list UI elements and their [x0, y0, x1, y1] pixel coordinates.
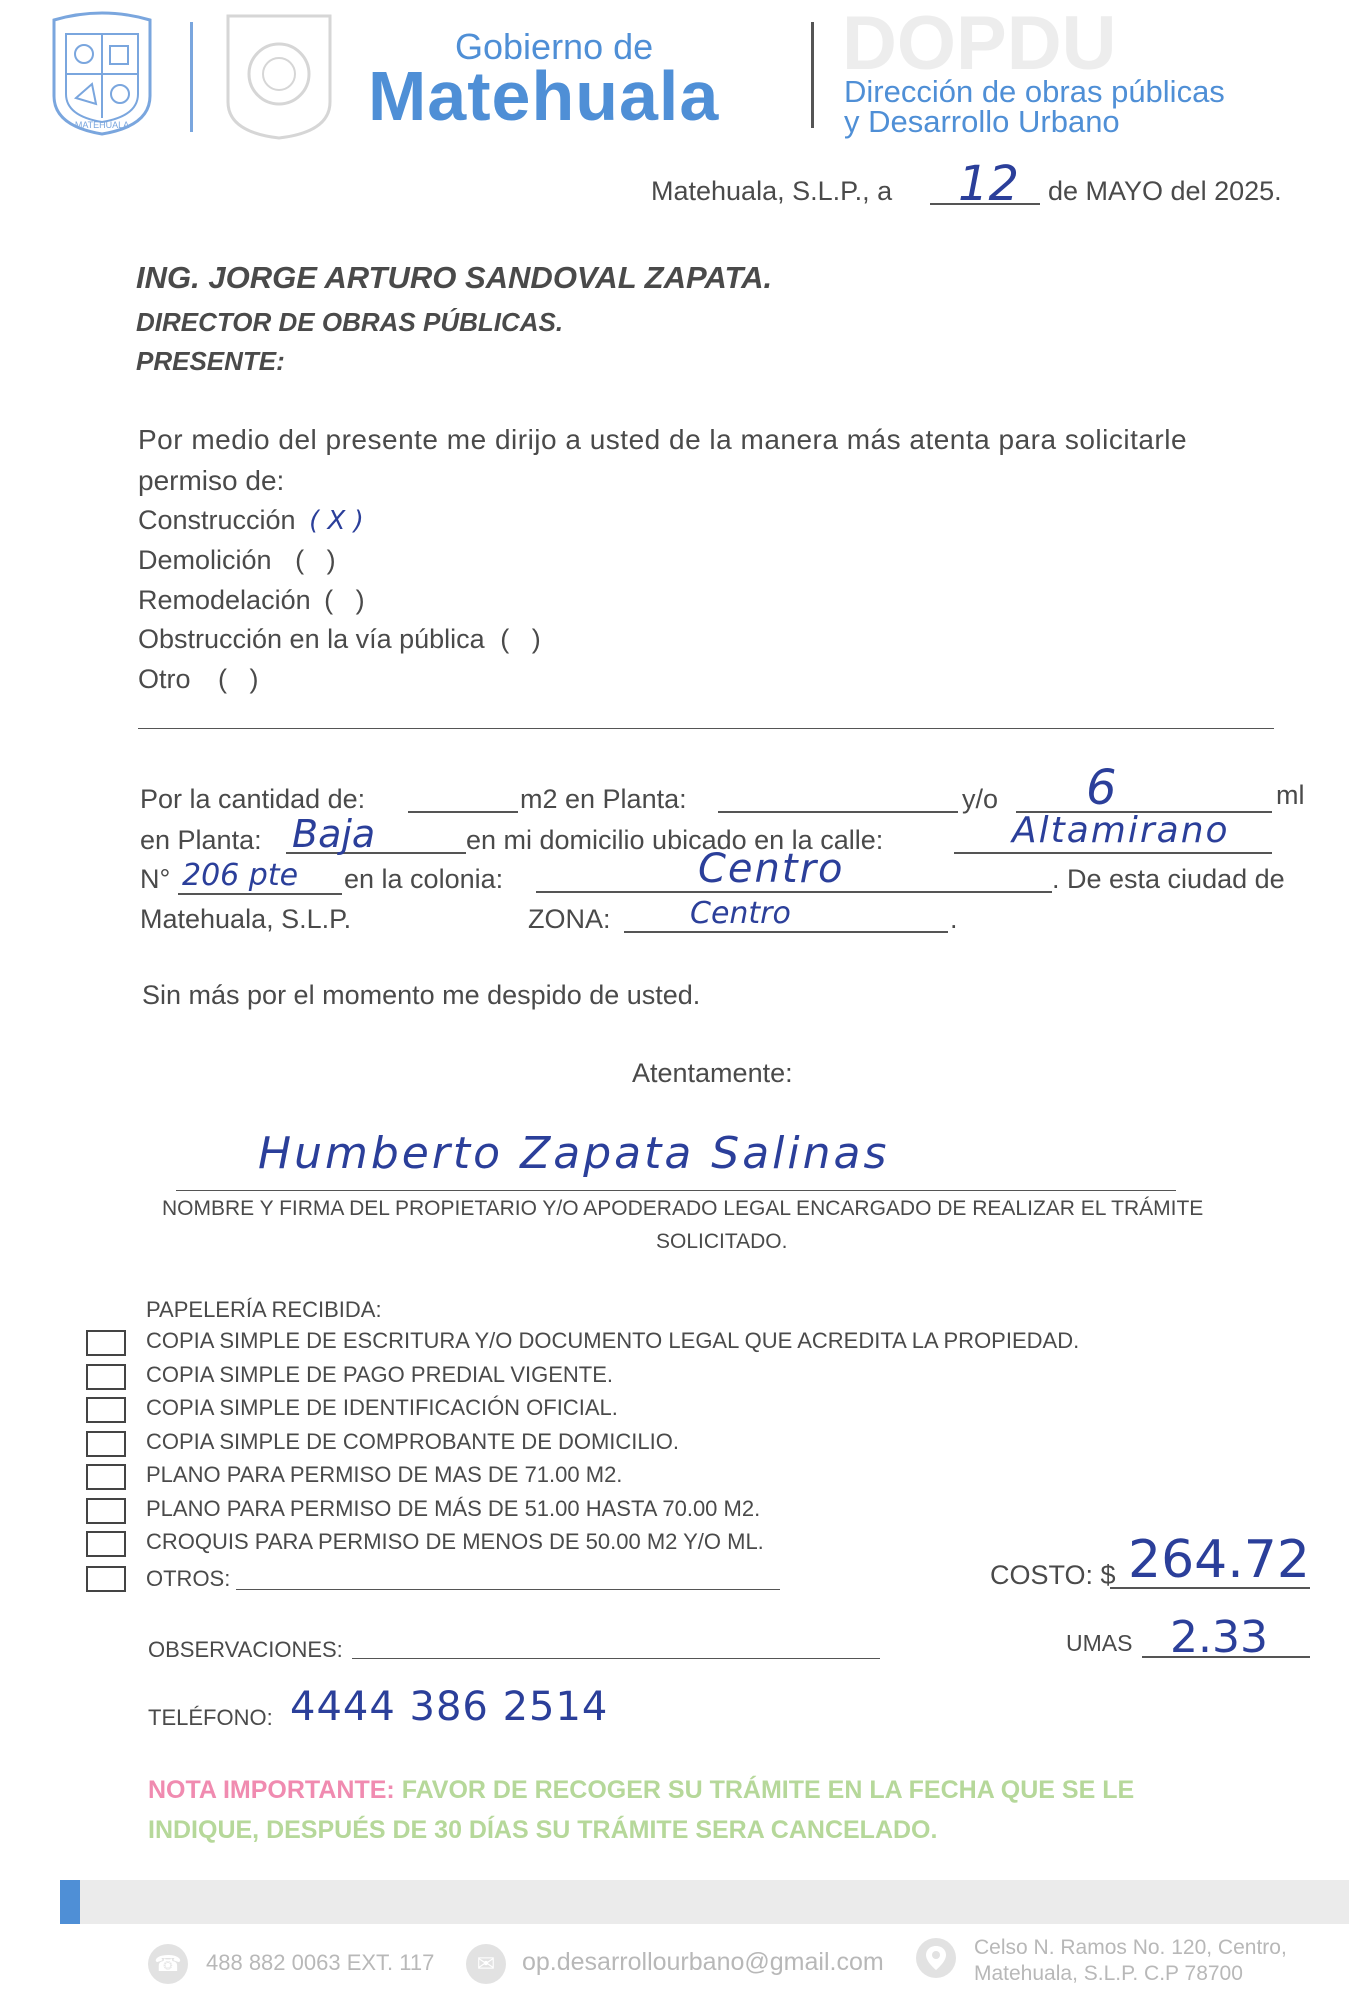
en-planta-label: en Planta: [140, 825, 262, 855]
phone-value: 4444 386 2514 [290, 1684, 609, 1730]
zona-line [624, 931, 948, 933]
header-divider [190, 22, 193, 132]
footer-accent [60, 1880, 80, 1924]
option-label: Demolición [138, 545, 272, 575]
doc-checkbox[interactable] [86, 1464, 126, 1490]
date-day-value: 12 [958, 156, 1020, 212]
doc-item: PLANO PARA PERMISO DE MÁS DE 51.00 HASTA 70.00 M2. [146, 1496, 761, 1521]
papers-heading: PAPELERÍA RECIBIDA: [146, 1297, 382, 1322]
footer-band [80, 1880, 1349, 1924]
cost-value: 264.72 [1128, 1530, 1310, 1590]
option-label: Otro [138, 664, 191, 694]
option-label: Obstrucción en la vía pública [138, 624, 485, 654]
doc-checkbox[interactable] [86, 1364, 126, 1390]
doc-item: COPIA SIMPLE DE COMPROBANTE DE DOMICILIO. [146, 1429, 679, 1454]
doc-checkbox[interactable] [86, 1498, 126, 1524]
cost-label: COSTO: $ [990, 1560, 1116, 1590]
department-line2: y Desarrollo Urbano [844, 104, 1120, 139]
ciudad-label: . De esta ciudad de [1052, 864, 1285, 894]
doc-checkbox[interactable] [86, 1397, 126, 1423]
observations-line [352, 1658, 880, 1659]
option-obstruccion [138, 624, 541, 655]
municipal-seal [44, 8, 160, 138]
phone-icon: ☎ [148, 1944, 188, 1984]
m2-planta-label: m2 en Planta: [520, 784, 687, 814]
important-note [148, 1776, 1134, 1805]
doc-checkbox[interactable] [86, 1531, 126, 1557]
footer-email: op.desarrollourbano@gmail.com [522, 1948, 884, 1976]
phone-label: TELÉFONO: [148, 1705, 273, 1730]
planta-value: Baja [292, 812, 376, 856]
option-mark: ( ) [500, 624, 541, 654]
department-line1: Dirección de obras públicas [844, 74, 1225, 109]
secondary-emblem [220, 6, 338, 142]
recipient-name: ING. JORGE ARTURO SANDOVAL ZAPATA. [136, 260, 773, 295]
ml-label: ml [1276, 780, 1305, 810]
regards: Atentamente: [632, 1058, 793, 1088]
intro-line1: Por medio del presente me dirijo a usted de la manera más atenta para solicitarle [138, 424, 1188, 455]
zona-value: Centro [690, 896, 791, 931]
colonia-label: en la colonia: [344, 864, 504, 894]
matehuala-label: Matehuala, S.L.P. [140, 904, 352, 934]
option-mark: ( ) [295, 545, 336, 575]
doc-item: COPIA SIMPLE DE ESCRITURA Y/O DOCUMENTO LEGAL QUE ACREDITA LA PROPIEDAD. [146, 1328, 1080, 1353]
option-mark: ( ) [218, 664, 259, 694]
qty-label: Por la cantidad de: [140, 784, 366, 814]
recipient-greeting: PRESENTE: [136, 346, 285, 376]
ml-value: 6 [1086, 760, 1117, 816]
doc-item: CROQUIS PARA PERMISO DE MENOS DE 50.00 M2 Y/O ML. [146, 1529, 764, 1554]
header-divider-2 [811, 22, 814, 128]
doc-item: COPIA SIMPLE DE IDENTIFICACIÓN OFICIAL. [146, 1395, 618, 1420]
footer-address-1: Celso N. Ramos No. 120, Centro, [974, 1936, 1287, 1959]
signature-line [176, 1190, 1176, 1191]
signature-caption-1: NOMBRE Y FIRMA DEL PROPIETARIO Y/O APODERADO LEGAL ENCARGADO DE REALIZAR EL TRÁMITE [162, 1197, 1204, 1220]
date-suffix: de MAYO del 2025. [1048, 176, 1282, 206]
domicilio-label: en mi domicilio ubicado en la calle: [466, 825, 884, 855]
yo-label: y/o [962, 784, 999, 814]
street-value: Altamirano [1012, 810, 1230, 851]
option-label: Remodelación [138, 585, 311, 615]
intro-line2: permiso de: [138, 465, 285, 496]
street-line [954, 852, 1272, 854]
doc-item: COPIA SIMPLE DE PAGO PREDIAL VIGENTE. [146, 1362, 614, 1387]
farewell: Sin más por el momento me despido de usted. [142, 980, 701, 1010]
otros-line [236, 1589, 780, 1590]
footer-phone: 488 882 0063 EXT. 117 [206, 1950, 435, 1975]
m2-planta-line [718, 811, 958, 813]
option-demolicion [138, 545, 336, 576]
option-label: Construcción [138, 505, 296, 535]
location-icon [916, 1938, 956, 1978]
umas-label: UMAS [1066, 1630, 1133, 1656]
government-name: Matehuala [368, 57, 720, 135]
option-mark: ( X ) [309, 506, 364, 536]
dopdu-title: DOPDU [842, 1, 1117, 86]
option-otro [138, 664, 259, 695]
doc-checkbox[interactable] [86, 1431, 126, 1457]
signature: Humberto Zapata Salinas [258, 1128, 890, 1179]
footer-address-2: Matehuala, S.L.P. C.P 78700 [974, 1962, 1243, 1985]
recipient-title: DIRECTOR DE OBRAS PÚBLICAS. [136, 307, 564, 337]
date-prefix: Matehuala, S.L.P., a [651, 176, 893, 206]
zona-label: ZONA: [528, 904, 611, 934]
option-mark: ( ) [324, 585, 365, 615]
government-top: Gobierno de [455, 26, 654, 67]
umas-value: 2.33 [1170, 1612, 1268, 1663]
numero-value: 206 pte [182, 858, 299, 893]
doc-checkbox[interactable] [86, 1566, 126, 1592]
numero-label: N° [140, 864, 171, 894]
doc-checkbox[interactable] [86, 1330, 126, 1356]
doc-item: PLANO PARA PERMISO DE MAS DE 71.00 M2. [146, 1462, 623, 1487]
note-label: NOTA IMPORTANTE: [148, 1776, 395, 1804]
numero-line [178, 893, 342, 895]
email-icon: ✉ [466, 1944, 506, 1984]
doc-item: OTROS: [146, 1566, 231, 1591]
seal-caption: MATEHUALA [74, 120, 130, 130]
colonia-value: Centro [698, 846, 845, 892]
note-text-1: FAVOR DE RECOGER SU TRÁMITE EN LA FECHA QUE SE LE [401, 1776, 1135, 1804]
qty-blank-line [408, 811, 518, 813]
option-remodelacion [138, 585, 365, 616]
note-text-2: INDIQUE, DESPUÉS DE 30 DÍAS SU TRÁMITE SERA CANCELADO. [148, 1816, 938, 1844]
zona-period: . [950, 904, 958, 934]
options-separator-line [138, 728, 1274, 729]
observations-label: OBSERVACIONES: [148, 1637, 343, 1662]
option-construccion [138, 505, 364, 536]
signature-caption-2: SOLICITADO. [656, 1230, 788, 1253]
